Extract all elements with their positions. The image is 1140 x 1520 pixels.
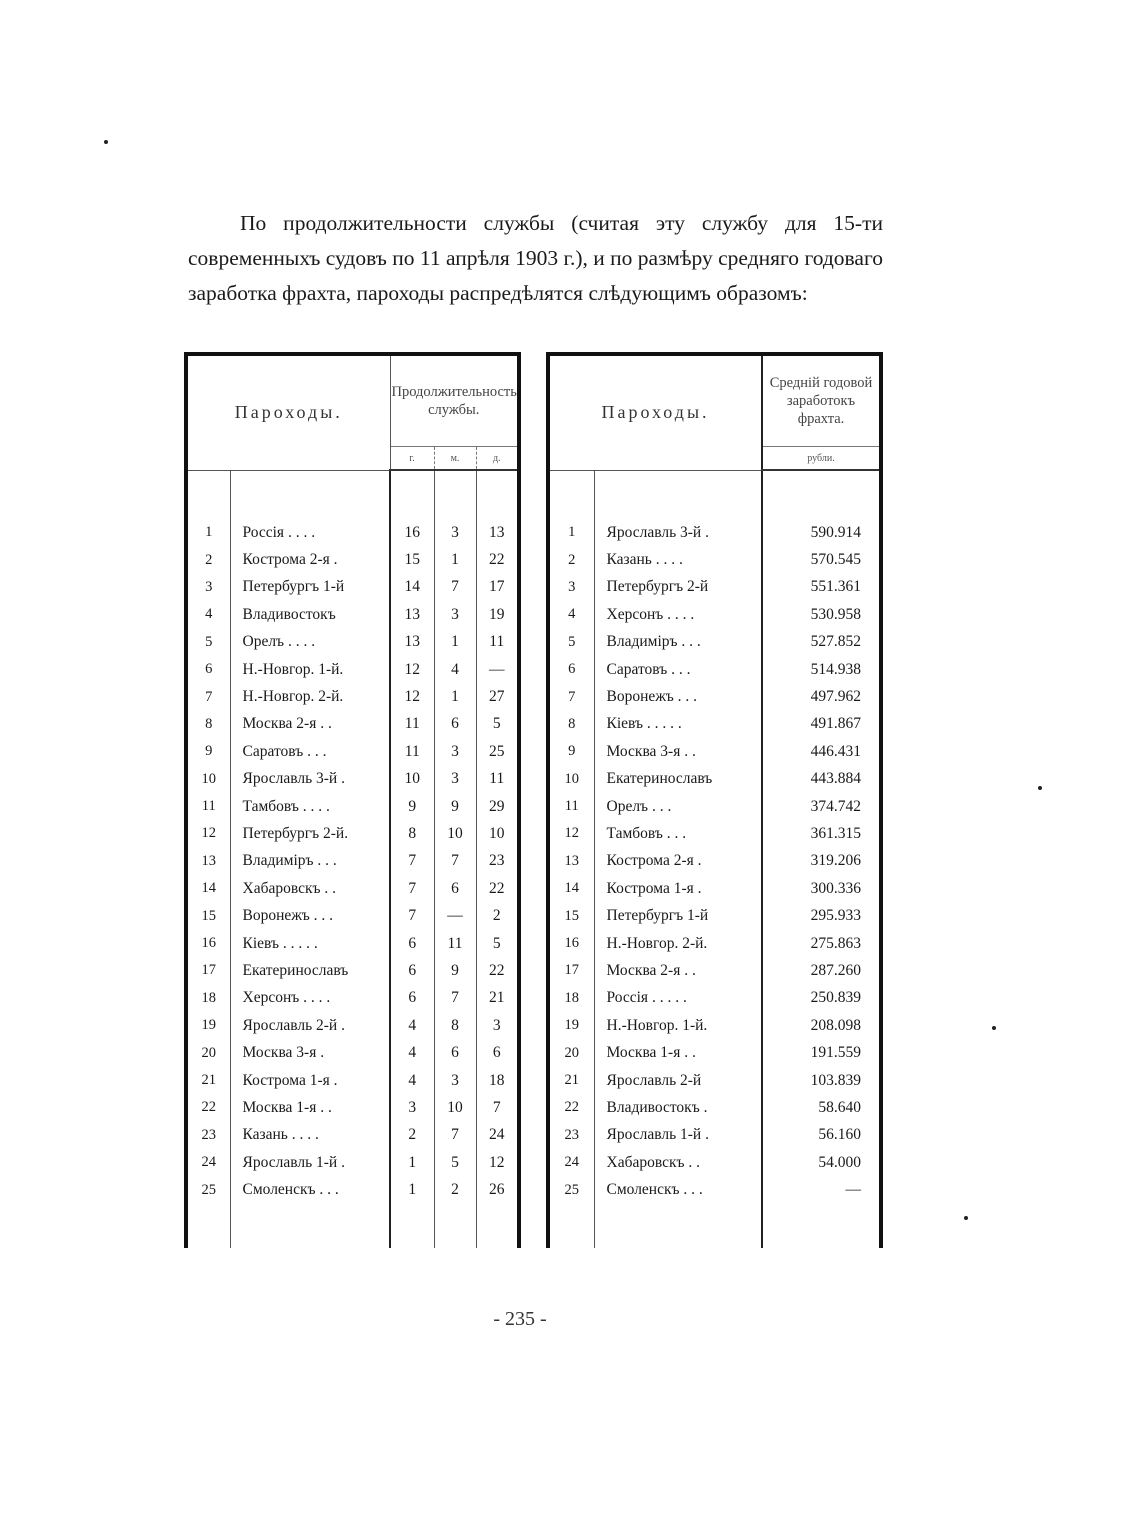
freight-amount: 56.160 bbox=[762, 1122, 881, 1149]
table-row bbox=[548, 1122, 881, 1149]
freight-amount: 275.863 bbox=[762, 930, 881, 957]
service-days: 12 bbox=[476, 1149, 519, 1176]
table-row bbox=[186, 629, 519, 656]
ship-name: Кострома 1-я . bbox=[594, 875, 762, 902]
freight-amount: 446.431 bbox=[762, 738, 881, 765]
row-number: 4 bbox=[568, 606, 576, 623]
ship-name: Ярославль 2-й . bbox=[230, 1012, 390, 1039]
ship-name: Хабаровскъ . . bbox=[230, 875, 390, 902]
service-days: 5 bbox=[476, 930, 519, 957]
service-months: 4 bbox=[434, 656, 476, 683]
scan-speck bbox=[1038, 786, 1042, 790]
row-number: 10 bbox=[201, 770, 216, 787]
ship-name: Петербургъ 1-й bbox=[230, 574, 390, 601]
freight-amount: 191.559 bbox=[762, 1039, 881, 1066]
service-days: 17 bbox=[476, 574, 519, 601]
scan-speck bbox=[992, 1026, 996, 1030]
row-number: 6 bbox=[568, 661, 576, 678]
ship-name: Н.-Новгор. 1-й. bbox=[594, 1012, 762, 1039]
service-months: 10 bbox=[434, 820, 476, 847]
service-years: 6 bbox=[390, 930, 434, 957]
table-row bbox=[548, 875, 881, 902]
table-row bbox=[548, 902, 881, 929]
table-row bbox=[186, 738, 519, 765]
header-months: м. bbox=[434, 447, 476, 471]
service-days: 19 bbox=[476, 601, 519, 628]
scan-speck bbox=[104, 140, 108, 144]
scan-speck bbox=[964, 1216, 968, 1220]
service-days: — bbox=[476, 656, 519, 683]
service-months: 8 bbox=[434, 1012, 476, 1039]
header-ships: Пароходы. bbox=[548, 354, 762, 470]
service-months: 3 bbox=[434, 766, 476, 793]
table-row bbox=[548, 519, 881, 546]
row-number: 21 bbox=[564, 1072, 579, 1088]
service-years: 16 bbox=[390, 519, 434, 546]
intro-paragraph bbox=[188, 206, 883, 311]
row-number: 24 bbox=[201, 1154, 216, 1171]
service-days: 11 bbox=[476, 766, 519, 793]
table-row bbox=[186, 1176, 519, 1203]
table-row bbox=[186, 902, 519, 929]
service-days: 29 bbox=[476, 793, 519, 820]
header-days: д. bbox=[476, 447, 519, 471]
freight-amount: 374.742 bbox=[762, 793, 881, 820]
service-months: 3 bbox=[434, 519, 476, 546]
table-row bbox=[548, 1149, 881, 1176]
row-number: 1 bbox=[568, 524, 576, 541]
row-number: 11 bbox=[201, 798, 216, 815]
table-row bbox=[186, 546, 519, 573]
table-row bbox=[548, 985, 881, 1012]
freight-amount: 514.938 bbox=[762, 656, 881, 683]
ship-name: Орелъ . . . . bbox=[230, 629, 390, 656]
ship-name: Ярославль 2-й bbox=[594, 1067, 762, 1094]
row-number: 16 bbox=[201, 935, 216, 952]
freight-amount: — bbox=[762, 1176, 881, 1203]
ship-name: Москва 3-я . . bbox=[594, 738, 762, 765]
table-row bbox=[186, 656, 519, 683]
service-years: 11 bbox=[390, 711, 434, 738]
table-row bbox=[548, 683, 881, 710]
row-number: 18 bbox=[201, 989, 216, 1006]
service-years: 2 bbox=[390, 1122, 434, 1149]
ship-name: Кострома 2-я . bbox=[594, 848, 762, 875]
row-number: 20 bbox=[564, 1044, 579, 1061]
service-days: 27 bbox=[476, 683, 519, 710]
row-number: 9 bbox=[205, 743, 213, 760]
service-years: 12 bbox=[390, 656, 434, 683]
service-months: 7 bbox=[434, 985, 476, 1012]
service-days: 22 bbox=[476, 875, 519, 902]
row-number: 21 bbox=[201, 1072, 216, 1088]
row-number: 23 bbox=[564, 1126, 579, 1143]
row-number: 7 bbox=[205, 688, 213, 705]
service-days: 22 bbox=[476, 546, 519, 573]
table-row bbox=[548, 766, 881, 793]
service-months: 3 bbox=[434, 738, 476, 765]
freight-amount: 443.884 bbox=[762, 766, 881, 793]
table-row bbox=[548, 629, 881, 656]
row-number: 5 bbox=[205, 633, 213, 650]
ship-name: Россія . . . . bbox=[230, 519, 390, 546]
service-days: 7 bbox=[476, 1094, 519, 1121]
table-row bbox=[548, 1039, 881, 1066]
row-number: 19 bbox=[564, 1017, 579, 1034]
table-row bbox=[548, 793, 881, 820]
table-row bbox=[548, 601, 881, 628]
table-row bbox=[186, 1122, 519, 1149]
table-row bbox=[548, 1094, 881, 1121]
ship-name: Кострома 1-я . bbox=[230, 1067, 390, 1094]
service-months: 7 bbox=[434, 574, 476, 601]
row-number: 11 bbox=[564, 798, 579, 815]
row-number: 4 bbox=[205, 606, 213, 623]
table-row bbox=[186, 711, 519, 738]
table-row bbox=[186, 601, 519, 628]
service-duration-table bbox=[184, 352, 521, 1248]
row-number: 25 bbox=[201, 1181, 216, 1198]
ship-name: Кіевъ . . . . . bbox=[230, 930, 390, 957]
ship-name: Воронежъ . . . bbox=[230, 902, 390, 929]
ship-name: Кіевъ . . . . . bbox=[594, 711, 762, 738]
ship-name: Хабаровскъ . . bbox=[594, 1149, 762, 1176]
service-months: — bbox=[434, 902, 476, 929]
service-months: 6 bbox=[434, 711, 476, 738]
row-number: 15 bbox=[201, 907, 216, 924]
ship-name: Екатеринославъ bbox=[594, 766, 762, 793]
service-years: 7 bbox=[390, 902, 434, 929]
service-years: 13 bbox=[390, 601, 434, 628]
service-months: 1 bbox=[434, 629, 476, 656]
service-months: 7 bbox=[434, 1122, 476, 1149]
row-number: 23 bbox=[201, 1126, 216, 1143]
service-years: 7 bbox=[390, 875, 434, 902]
ship-name: Саратовъ . . . bbox=[230, 738, 390, 765]
freight-amount: 250.839 bbox=[762, 985, 881, 1012]
table-row bbox=[548, 1067, 881, 1094]
freight-amount: 208.098 bbox=[762, 1012, 881, 1039]
ship-name: Москва 1-я . . bbox=[594, 1039, 762, 1066]
service-months: 1 bbox=[434, 683, 476, 710]
ship-name: Ярославль 1-й . bbox=[230, 1149, 390, 1176]
service-years: 6 bbox=[390, 957, 434, 984]
service-days: 25 bbox=[476, 738, 519, 765]
service-years: 13 bbox=[390, 629, 434, 656]
table-row bbox=[186, 1149, 519, 1176]
header-duration: Продолжительность службы. bbox=[390, 354, 519, 447]
service-days: 21 bbox=[476, 985, 519, 1012]
row-number: 6 bbox=[205, 661, 213, 678]
row-number: 14 bbox=[201, 880, 216, 897]
service-months: 6 bbox=[434, 1039, 476, 1066]
ship-name: Петербургъ 1-й bbox=[594, 902, 762, 929]
row-number: 22 bbox=[201, 1099, 216, 1116]
table-row bbox=[186, 1094, 519, 1121]
service-days: 3 bbox=[476, 1012, 519, 1039]
service-duration-rows bbox=[186, 470, 519, 1248]
table-row bbox=[548, 711, 881, 738]
ship-name: Петербургъ 2-й. bbox=[230, 820, 390, 847]
freight-earnings-rows bbox=[548, 470, 881, 1248]
table-row bbox=[186, 930, 519, 957]
service-years: 1 bbox=[390, 1176, 434, 1203]
table-row bbox=[186, 875, 519, 902]
ship-name: Владиміръ . . . bbox=[594, 629, 762, 656]
ship-name: Казань . . . . bbox=[230, 1122, 390, 1149]
row-number: 15 bbox=[564, 907, 579, 924]
table-row bbox=[186, 574, 519, 601]
table-row bbox=[186, 766, 519, 793]
service-years: 4 bbox=[390, 1067, 434, 1094]
freight-earnings-table bbox=[546, 352, 883, 1248]
service-days: 26 bbox=[476, 1176, 519, 1203]
ship-name: Херсонъ . . . . bbox=[230, 985, 390, 1012]
row-number: 16 bbox=[564, 935, 579, 952]
freight-amount: 570.545 bbox=[762, 546, 881, 573]
row-number: 8 bbox=[205, 715, 213, 732]
table-row bbox=[548, 848, 881, 875]
row-number: 18 bbox=[564, 989, 579, 1006]
service-months: 7 bbox=[434, 848, 476, 875]
row-number: 19 bbox=[201, 1017, 216, 1034]
service-days: 24 bbox=[476, 1122, 519, 1149]
service-months: 1 bbox=[434, 546, 476, 573]
service-months: 11 bbox=[434, 930, 476, 957]
ship-name: Н.-Новгор. 1-й. bbox=[230, 656, 390, 683]
row-number: 3 bbox=[568, 578, 576, 595]
header-years: г. bbox=[390, 447, 434, 471]
row-number: 12 bbox=[201, 825, 216, 842]
freight-amount: 530.958 bbox=[762, 601, 881, 628]
ship-name: Петербургъ 2-й bbox=[594, 574, 762, 601]
service-years: 3 bbox=[390, 1094, 434, 1121]
intro-text: По продолжительности службы (считая эту службу для 15-ти современныхъ судовъ по 11 апрѣля 1903 г.), и по размѣру средняго годоваго заработка фрахта, пароходы распредѣлятся слѣдующимъ образомъ: bbox=[188, 211, 883, 305]
ship-name: Н.-Новгор. 2-й. bbox=[230, 683, 390, 710]
service-years: 6 bbox=[390, 985, 434, 1012]
table-row bbox=[186, 1039, 519, 1066]
service-years: 12 bbox=[390, 683, 434, 710]
row-number: 2 bbox=[568, 551, 576, 568]
table-row bbox=[186, 683, 519, 710]
ship-name: Н.-Новгор. 2-й. bbox=[594, 930, 762, 957]
freight-amount: 497.962 bbox=[762, 683, 881, 710]
table-row bbox=[186, 957, 519, 984]
ship-name: Москва 3-я . bbox=[230, 1039, 390, 1066]
table-row bbox=[548, 1176, 881, 1203]
page-number: - 235 - bbox=[493, 1308, 547, 1330]
table-row bbox=[548, 820, 881, 847]
service-months: 6 bbox=[434, 875, 476, 902]
table-row bbox=[548, 738, 881, 765]
row-number: 7 bbox=[568, 688, 576, 705]
service-years: 15 bbox=[390, 546, 434, 573]
header-ships: Пароходы. bbox=[186, 354, 390, 470]
service-months: 10 bbox=[434, 1094, 476, 1121]
table-row bbox=[548, 957, 881, 984]
header-freight: Средній годовой заработокъ фрахта. bbox=[762, 354, 881, 447]
service-years: 8 bbox=[390, 820, 434, 847]
ship-name: Тамбовъ . . . bbox=[594, 820, 762, 847]
row-number: 24 bbox=[564, 1154, 579, 1171]
service-days: 18 bbox=[476, 1067, 519, 1094]
table-row bbox=[548, 656, 881, 683]
table-row bbox=[548, 930, 881, 957]
freight-amount: 361.315 bbox=[762, 820, 881, 847]
service-months: 9 bbox=[434, 793, 476, 820]
table-row bbox=[186, 820, 519, 847]
table-row bbox=[186, 793, 519, 820]
service-days: 22 bbox=[476, 957, 519, 984]
header-unit: рубли. bbox=[762, 447, 881, 471]
service-months: 3 bbox=[434, 601, 476, 628]
row-number: 5 bbox=[568, 633, 576, 650]
row-number: 17 bbox=[564, 962, 579, 979]
table-row bbox=[186, 1067, 519, 1094]
freight-amount: 287.260 bbox=[762, 957, 881, 984]
service-months: 9 bbox=[434, 957, 476, 984]
row-number: 20 bbox=[201, 1044, 216, 1061]
service-days: 11 bbox=[476, 629, 519, 656]
row-number: 14 bbox=[564, 880, 579, 897]
freight-amount: 590.914 bbox=[762, 519, 881, 546]
row-number: 8 bbox=[568, 715, 576, 732]
service-years: 7 bbox=[390, 848, 434, 875]
table-row bbox=[548, 546, 881, 573]
ship-name: Смоленскъ . . . bbox=[594, 1176, 762, 1203]
service-days: 10 bbox=[476, 820, 519, 847]
ship-name: Казань . . . . bbox=[594, 546, 762, 573]
row-number: 12 bbox=[564, 825, 579, 842]
table-row bbox=[548, 1012, 881, 1039]
ship-name: Тамбовъ . . . . bbox=[230, 793, 390, 820]
freight-amount: 551.361 bbox=[762, 574, 881, 601]
ship-name: Воронежъ . . . bbox=[594, 683, 762, 710]
ship-name: Орелъ . . . bbox=[594, 793, 762, 820]
service-days: 23 bbox=[476, 848, 519, 875]
service-years: 14 bbox=[390, 574, 434, 601]
service-days: 5 bbox=[476, 711, 519, 738]
ship-name: Москва 2-я . . bbox=[230, 711, 390, 738]
service-days: 13 bbox=[476, 519, 519, 546]
ship-name: Ярославль 1-й . bbox=[594, 1122, 762, 1149]
freight-amount: 527.852 bbox=[762, 629, 881, 656]
freight-amount: 319.206 bbox=[762, 848, 881, 875]
row-number: 3 bbox=[205, 578, 213, 595]
ship-name: Херсонъ . . . . bbox=[594, 601, 762, 628]
row-number: 13 bbox=[564, 852, 579, 869]
table-row bbox=[186, 985, 519, 1012]
service-months: 5 bbox=[434, 1149, 476, 1176]
row-number: 10 bbox=[564, 770, 579, 787]
table-row bbox=[186, 519, 519, 546]
freight-amount: 58.640 bbox=[762, 1094, 881, 1121]
ship-name: Владивостокъ . bbox=[594, 1094, 762, 1121]
row-number: 9 bbox=[568, 743, 576, 760]
freight-amount: 491.867 bbox=[762, 711, 881, 738]
ship-name: Москва 2-я . . bbox=[594, 957, 762, 984]
ship-name: Екатеринославъ bbox=[230, 957, 390, 984]
ship-name: Москва 1-я . . bbox=[230, 1094, 390, 1121]
row-number: 13 bbox=[201, 852, 216, 869]
table-row bbox=[186, 848, 519, 875]
ship-name: Россія . . . . . bbox=[594, 985, 762, 1012]
ship-name: Владиміръ . . . bbox=[230, 848, 390, 875]
table-row bbox=[548, 574, 881, 601]
service-years: 4 bbox=[390, 1039, 434, 1066]
ship-name: Кострома 2-я . bbox=[230, 546, 390, 573]
service-years: 9 bbox=[390, 793, 434, 820]
freight-amount: 54.000 bbox=[762, 1149, 881, 1176]
service-years: 10 bbox=[390, 766, 434, 793]
row-number: 1 bbox=[205, 524, 213, 541]
freight-amount: 103.839 bbox=[762, 1067, 881, 1094]
table-row bbox=[186, 1012, 519, 1039]
row-number: 22 bbox=[564, 1099, 579, 1116]
ship-name: Ярославль 3-й . bbox=[230, 766, 390, 793]
ship-name: Ярославль 3-й . bbox=[594, 519, 762, 546]
freight-amount: 300.336 bbox=[762, 875, 881, 902]
row-number: 17 bbox=[201, 962, 216, 979]
row-number: 25 bbox=[564, 1181, 579, 1198]
row-number: 2 bbox=[205, 551, 213, 568]
service-years: 11 bbox=[390, 738, 434, 765]
service-years: 4 bbox=[390, 1012, 434, 1039]
service-years: 1 bbox=[390, 1149, 434, 1176]
ship-name: Смоленскъ . . . bbox=[230, 1176, 390, 1203]
ship-name: Владивостокъ bbox=[230, 601, 390, 628]
service-days: 2 bbox=[476, 902, 519, 929]
ship-name: Саратовъ . . . bbox=[594, 656, 762, 683]
freight-amount: 295.933 bbox=[762, 902, 881, 929]
service-months: 2 bbox=[434, 1176, 476, 1203]
service-months: 3 bbox=[434, 1067, 476, 1094]
service-days: 6 bbox=[476, 1039, 519, 1066]
